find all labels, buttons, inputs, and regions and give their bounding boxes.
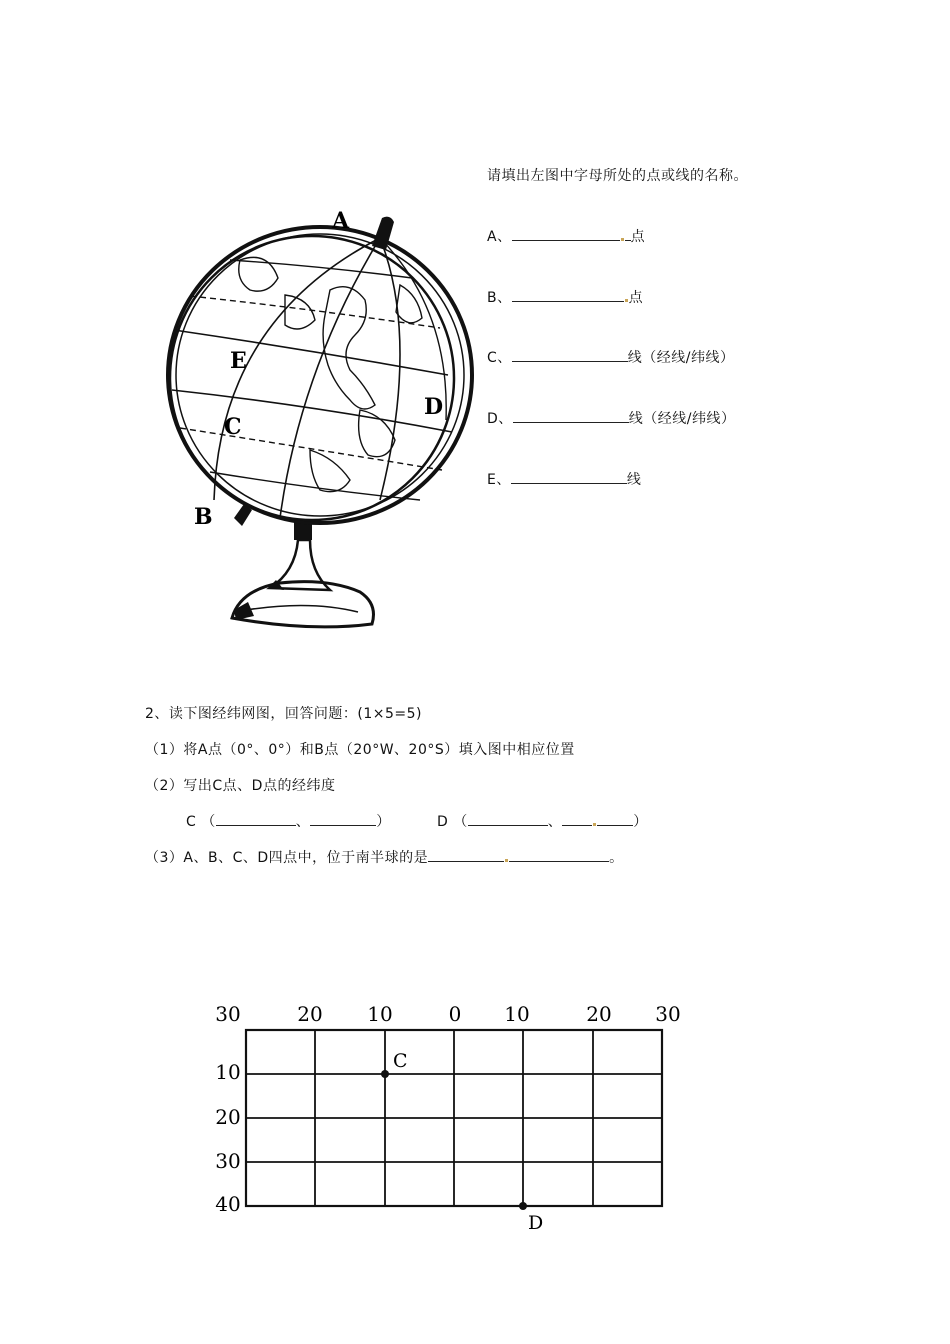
q2-part3 [145, 847, 624, 867]
q1-item-e-letter: E、 [487, 472, 511, 488]
globe-label-e: E [230, 348, 247, 374]
top-label-20w: 20 [297, 1002, 323, 1026]
c-latitude-blank[interactable] [310, 811, 376, 826]
q1-item-a [487, 226, 645, 246]
top-label-0: 0 [448, 1002, 462, 1026]
c-sep: 、 [295, 814, 311, 830]
q2-part1: （1）将A点（0°、0°）和B点（20°W、20°S）填入图中相应位置 [145, 742, 575, 758]
q1-item-d [487, 408, 736, 428]
q1-item-c-suffix: 线（经线/纬线） [627, 350, 735, 366]
globe-label-b: B [194, 504, 213, 530]
globe-label-d: D [424, 394, 444, 420]
q2-part2: （2）写出C点、D点的经纬度 [145, 778, 336, 794]
q1-item-b [487, 287, 643, 307]
globe-label-a: A [332, 208, 350, 234]
tiny-mark [505, 859, 508, 862]
q1-item-a-letter: A、 [487, 229, 512, 245]
q2-c-answer [186, 811, 391, 831]
q1-item-a-suffix: 点 [630, 229, 646, 245]
left-label-10: 10 [215, 1060, 241, 1084]
tiny-mark [621, 238, 624, 241]
d-sep: 、 [547, 814, 563, 830]
lat-lon-grid [200, 995, 700, 1240]
c-open: C （ [186, 814, 216, 830]
tiny-mark [593, 823, 596, 826]
q1-item-d-letter: D、 [487, 411, 513, 427]
d-open: D （ [437, 814, 468, 830]
answer-blank-d[interactable] [513, 408, 629, 423]
top-label-10e: 10 [504, 1002, 530, 1026]
q1-item-c [487, 347, 735, 367]
top-label-20e: 20 [586, 1002, 612, 1026]
left-label-20: 20 [215, 1105, 241, 1129]
d-latitude-blank-tail [597, 811, 633, 826]
q2-d-answer [437, 811, 648, 831]
top-label-30e: 30 [655, 1002, 681, 1026]
left-label-30: 30 [215, 1149, 241, 1173]
point-c-label: C [393, 1050, 408, 1072]
c-longitude-blank[interactable] [216, 811, 296, 826]
d-close: ） [633, 814, 648, 830]
southern-hemisphere-blank[interactable] [428, 847, 504, 862]
q1-item-b-letter: B、 [487, 290, 512, 306]
q2-title: 2、读下图经纬网图，回答问题：(1×5=5) [145, 706, 423, 722]
globe-label-c: C [224, 414, 242, 440]
q1-item-b-suffix: 点 [628, 290, 644, 306]
q1-item-d-suffix: 线（经线/纬线） [628, 411, 736, 427]
tiny-mark [625, 299, 628, 302]
d-longitude-blank[interactable] [468, 811, 548, 826]
answer-blank-a[interactable] [512, 226, 620, 241]
southern-hemisphere-blank-tail [509, 847, 609, 862]
answer-blank-b[interactable] [512, 287, 624, 302]
c-close: ） [376, 814, 391, 830]
q1-item-c-letter: C、 [487, 350, 512, 366]
d-latitude-blank[interactable] [562, 811, 592, 826]
left-label-40: 40 [215, 1192, 241, 1216]
q2-part3-end: 。 [609, 850, 624, 866]
globe-illustration [150, 200, 490, 670]
answer-blank-c[interactable] [512, 347, 628, 362]
point-d-label: D [528, 1212, 544, 1234]
q1-item-e [487, 469, 641, 489]
top-label-30w: 30 [215, 1002, 241, 1026]
q1-instruction: 请填出左图中字母所处的点或线的名称。 [487, 168, 748, 184]
q2-part3-text: （3）A、B、C、D四点中，位于南半球的是 [145, 850, 429, 866]
top-label-10w: 10 [367, 1002, 393, 1026]
q1-item-e-suffix: 线 [626, 472, 642, 488]
point-c-marker[interactable] [381, 1070, 389, 1078]
point-d-marker[interactable] [519, 1202, 527, 1210]
meridian-ring [168, 227, 472, 523]
answer-blank-e[interactable] [511, 469, 627, 484]
